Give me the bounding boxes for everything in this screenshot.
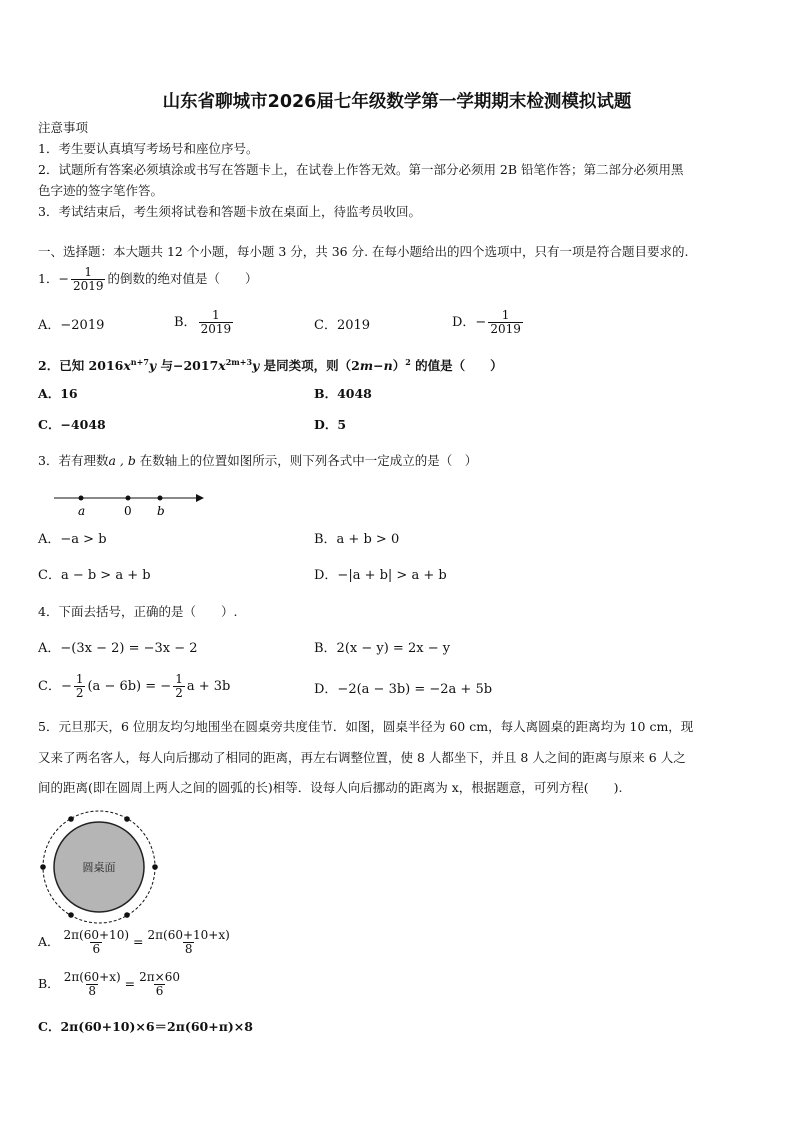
seat-dot <box>68 816 74 822</box>
question-3: 3．若有理数a , b 在数轴上的位置如图所示，则下列各式中一定成立的是（ ） <box>38 453 478 468</box>
point-zero <box>126 496 131 501</box>
q1-option-a: A．−2019 <box>38 318 105 333</box>
page-title: 山东省聊城市2026届七年级数学第一学期期末检测模拟试题 <box>162 92 632 112</box>
q5-option-a: A． $\frac{2\pi(60+10)}{6}$ = $\frac{2\pi(60+10+x)}{8}$ <box>38 928 230 956</box>
question-2: 2．已知 $2016x^{n+7}y$ 与$-2017x^{2m+3}y$ 是同类项，则$(2m-n)^2$ 的值是（ ） <box>38 357 503 374</box>
q3-option-c: C．a − b > a + b <box>38 568 151 583</box>
point-b <box>158 496 163 501</box>
seat-dot <box>124 912 130 918</box>
q4-option-c: C．− $\frac{1}{2}$ (a − 6b) = − $\frac{1}{2}$ a + 3b <box>38 672 231 700</box>
q3-option-a: A．−a > b <box>38 532 107 547</box>
axis-label-a: a <box>78 504 86 518</box>
q4-option-a: A．−(3x − 2) = −3x − 2 <box>38 641 198 656</box>
question-5-line: 间的距离(即在圆周上两人之间的圆弧的长)相等．设每人向后挪动的距离为 x，根据题意，可列方程( ). <box>38 780 623 795</box>
notice-item: 3．考试结束后，考生须将试卷和答题卡放在桌面上，待监考员收回。 <box>38 204 421 219</box>
seat-dot <box>40 864 46 870</box>
question-5-line: 又来了两名客人，每人向后挪动了相同的距离，再左右调整位置，使 8 人都坐下，并且 8 人之间的距离与原来 6 人之 <box>38 750 686 765</box>
notice-item: 色字迹的签字笔作答。 <box>38 183 164 198</box>
seat-dot <box>68 912 74 918</box>
notice-item: 2．试题所有答案必须填涂或书写在答题卡上，在试卷上作答无效。第一部分必须用 2B 铅笔作答；第二部分必须用黑 <box>38 162 684 177</box>
q1-option-d: D．− $\frac{1}{2019}$ <box>452 308 521 336</box>
q3-option-d: D．−|a + b| > a + b <box>314 568 447 583</box>
seat-dot <box>152 864 158 870</box>
fraction: $\frac{1}{2019}$ <box>72 265 104 293</box>
table-label: 圆桌面 <box>82 861 116 874</box>
q1-option-c: C．2019 <box>314 318 371 333</box>
q5-option-c: C．2π(60+10)×6＝2π(60+π)×8 <box>38 1019 253 1034</box>
section-heading: 一、选择题：本大题共 12 个小题，每小题 3 分，共 36 分. 在每小题给出的四个选项中，只有一项是符合题目要求的. <box>38 244 689 259</box>
point-a <box>79 496 84 501</box>
question-1: 1．− $\frac{1}{2019}$ 的倒数的绝对值是（ ） <box>38 265 258 293</box>
arrow-icon <box>196 494 204 502</box>
q3-option-b: B．a + b > 0 <box>314 532 400 547</box>
number-line-figure <box>50 487 206 519</box>
q4-option-d: D．−2(a − 3b) = −2a + 5b <box>314 682 493 697</box>
q5-option-b: B． $\frac{2\pi(60+x)}{8}$ = $\frac{2\pi\times 60}{6}$ <box>38 970 181 998</box>
axis-label-zero: 0 <box>124 504 132 518</box>
notice-heading: 注意事项 <box>38 120 89 135</box>
seat-dot <box>124 816 130 822</box>
notice-item: 1．考生要认真填写考场号和座位序号。 <box>38 141 259 156</box>
round-table-figure <box>38 808 160 926</box>
q2-option-b: B．4048 <box>314 386 372 401</box>
q4-option-b: B．2(x − y) = 2x − y <box>314 641 451 656</box>
question-4: 4．下面去括号，正确的是（ ）. <box>38 604 238 619</box>
q2-option-a: A．16 <box>38 386 78 401</box>
q2-option-d: D．5 <box>314 417 347 432</box>
q2-option-c: C．−4048 <box>38 417 106 432</box>
q1-option-b: B． $\frac{1}{2019}$ <box>174 308 232 336</box>
axis-label-b: b <box>157 504 165 518</box>
question-5-line: 5．元旦那天，6 位朋友均匀地围坐在圆桌旁共度佳节．如图，圆桌半径为 60 cm，每人离圆桌的距离均为 10 cm，现 <box>38 719 694 734</box>
